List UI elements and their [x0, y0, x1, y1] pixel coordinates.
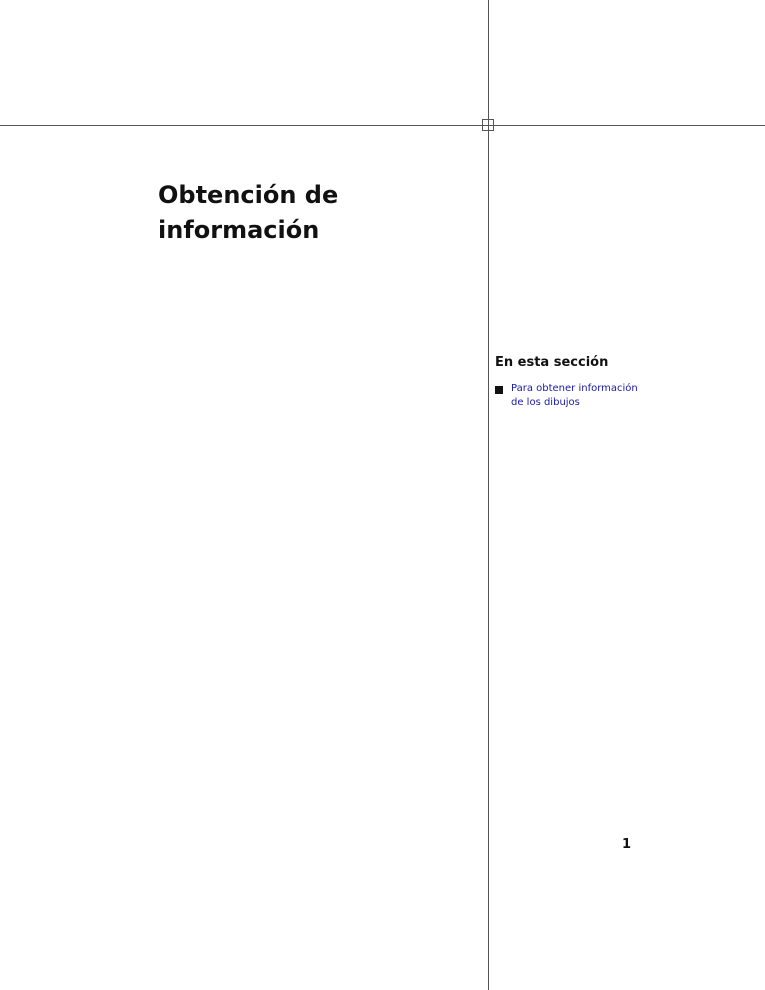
section-contents-list — [495, 382, 646, 410]
square-bullet-icon — [495, 386, 503, 394]
horizontal-rule — [0, 125, 765, 126]
crop-mark — [482, 119, 494, 131]
list-item — [495, 382, 646, 410]
chapter-title — [158, 178, 458, 248]
section-heading: En esta sección — [495, 355, 609, 370]
toc-link-obtener-informacion[interactable]: Para obtener información de los dibujos — [511, 383, 638, 408]
page-number: 1 — [622, 837, 632, 852]
chapter-title-line-1: Obtención de — [158, 181, 339, 209]
vertical-rule — [488, 0, 489, 990]
chapter-title-line-2: información — [158, 216, 320, 244]
